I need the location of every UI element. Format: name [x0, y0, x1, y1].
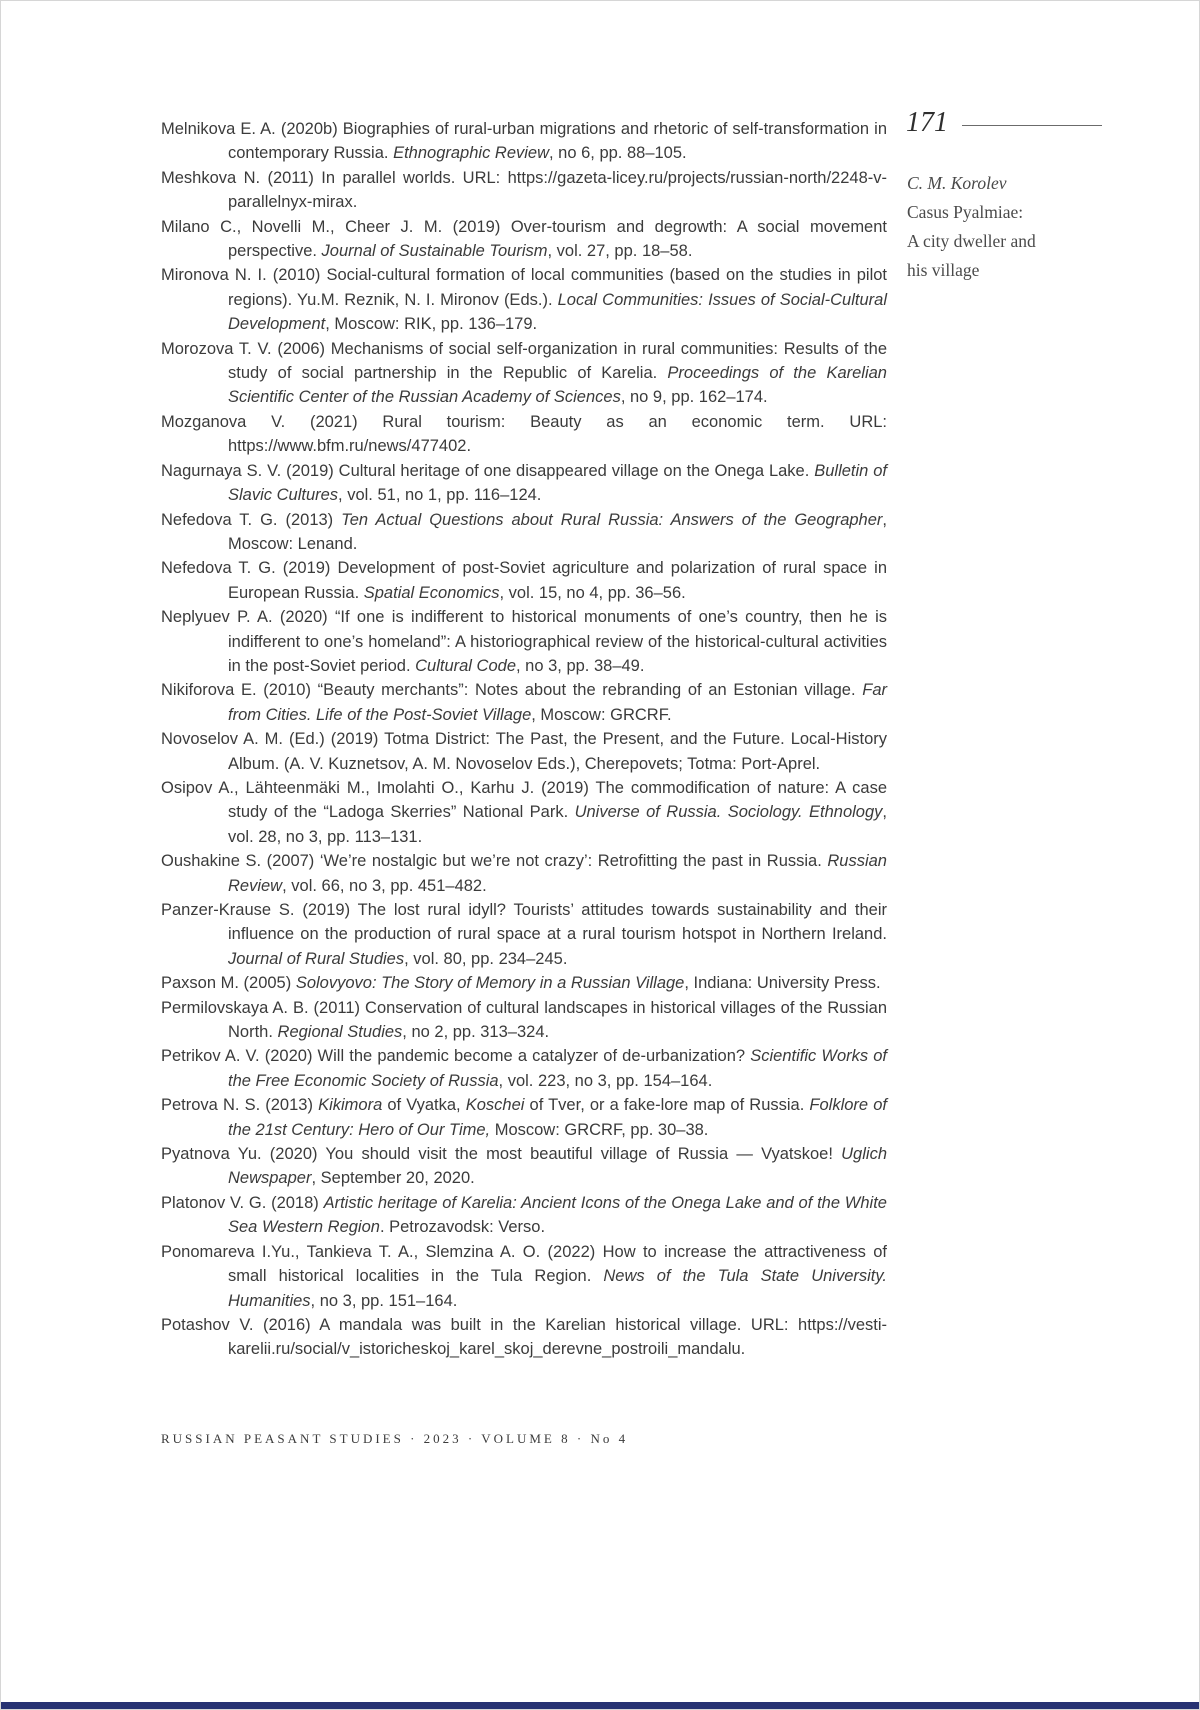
reference-list — [161, 117, 887, 1362]
reference-entry: Morozova T. V. (2006) Mechanisms of social self-organization in rural communities: Results of the study of social partnership in the Republic of Karelia. Proceedings of the Karelian Scientific Center of the Russian Academy of Sciences, no 9, pp. 162–174. — [161, 339, 887, 407]
reference-entry: Permilovskaya A. B. (2011) Conservation of cultural landscapes in historical villages of the Russian North. Regional Studies, no 2, pp. 313–324. — [161, 998, 887, 1042]
page-number: 171 — [906, 107, 948, 138]
reference-entry: Panzer-Krause S. (2019) The lost rural idyll? Tourists’ attitudes towards sustainability and their influence on the production of rural space at a rural tourism hotspot in Northern Ireland. Journal of Rural Studies, vol. 80, pp. 234–245. — [161, 901, 887, 968]
reference-entry: Oushakine S. (2007) ‘We’re nostalgic but we’re not crazy’: Retrofitting the past in Russia. Russian Review, vol. 66, no 3, pp. 451–482. — [161, 852, 887, 895]
running-head-author: C. M. Korolev — [907, 173, 1007, 193]
journal-footer: RUSSIAN PEASANT STUDIES · 2023 · VOLUME 8 · No 4 — [161, 1431, 629, 1446]
reference-entry: Petrikov A. V. (2020) Will the pandemic become a catalyzer of de-urbanization? Scientific Works of the Free Economic Society of Russia, vol. 223, no 3, pp. 154–164. — [161, 1047, 888, 1090]
reference-entry: Mozganova V. (2021) Rural tourism: Beauty as an economic term. URL: https://www.bfm.ru/news/477402. — [161, 412, 887, 456]
page-bottom-edge — [1, 1702, 1199, 1709]
reference-entry: Milano C., Novelli M., Cheer J. M. (2019) Over-tourism and degrowth: A social movement perspective. Journal of Sustainable Tourism, vol. 27, pp. 18–58. — [161, 217, 887, 261]
page-number-row — [906, 109, 1102, 137]
reference-entry: Petrova N. S. (2013) Kikimora of Vyatka, Koschei of Tver, or a fake-lore map of Russia. Folklore of the 21st Century: Hero of Our Time, Moscow: GRCRF, pp. 30–38. — [161, 1096, 887, 1139]
reference-entry: Nefedova T. G. (2013) Ten Actual Questions about Rural Russia: Answers of the Geographer, Moscow: Lenand. — [161, 510, 887, 553]
reference-entry: Nefedova T. G. (2019) Development of post-Soviet agriculture and polarization of rural space in European Russia. Spatial Economics, vol. 15, no 4, pp. 36–56. — [161, 559, 887, 602]
running-head-title-line: A city dweller and — [907, 231, 1036, 251]
reference-entry: Meshkova N. (2011) In parallel worlds. URL: https://gazeta-licey.ru/projects/russian-north/2248-v-parallelnyx-mirax. — [161, 168, 887, 212]
reference-entry: Platonov V. G. (2018) Artistic heritage of Karelia: Ancient Icons of the Onega Lake and of the White Sea Western Region. Petrozavodsk: Verso. — [161, 1193, 887, 1237]
reference-entry: Melnikova E. A. (2020b) Biographies of rural-urban migrations and rhetoric of self-transformation in contemporary Russia. Ethnographic Review, no 6, pp. 88–105. — [161, 120, 887, 163]
reference-entry: Nagurnaya S. V. (2019) Cultural heritage of one disappeared village on the Onega Lake. Bulletin of Slavic Cultures, vol. 51, no 1, pp. 116–124. — [161, 461, 887, 505]
reference-entry: Pyatnova Yu. (2020) You should visit the most beautiful village of Russia — Vyatskoe! Uglich Newspaper, September 20, 2020. — [161, 1145, 887, 1188]
header-rule — [962, 125, 1102, 126]
reference-entry: Mironova N. I. (2010) Social-cultural formation of local communities (based on the studies in pilot regions). Yu.M. Reznik, N. I. Mironov (Eds.). Local Communities: Issues of Social-Cultural Development, Moscow: RIK, pp. 136–179. — [161, 266, 887, 334]
running-head-title-line: his village — [907, 260, 980, 280]
reference-entry: Nikiforova E. (2010) “Beauty merchants”: Notes about the rebranding of an Estonian village. Far from Cities. Life of the Post-Soviet Village, Moscow: GRCRF. — [161, 681, 887, 724]
reference-entry: Neplyuev P. A. (2020) “If one is indifferent to historical monuments of one’s country, then he is indifferent to one’s homeland”: A historiographical review of the historical-cultural activities in the post-Soviet period. Cultural Code, no 3, pp. 38–49. — [161, 608, 887, 675]
running-head — [907, 169, 1117, 285]
reference-entry: Osipov A., Lähteenmäki M., Imolahti O., Karhu J. (2019) The commodification of nature: A case study of the “Ladoga Skerries” National Park. Universe of Russia. Sociology. Ethnology, vol. 28, no 3, pp. 113–131. — [161, 778, 887, 846]
reference-entry: Novoselov A. M. (Ed.) (2019) Totma District: The Past, the Present, and the Future. Local-History Album. (A. V. Kuznetsov, A. M. Novoselov Eds.), Cherepovets; Totma: Port-Aprel. — [161, 730, 887, 773]
reference-entry: Paxson M. (2005) Solovyovo: The Story of Memory in a Russian Village, Indiana: University Press. — [161, 974, 881, 993]
reference-entry: Ponomareva I.Yu., Tankieva T. A., Slemzina A. O. (2022) How to increase the attractiveness of small historical localities in the Tula Region. News of the Tula State University. Humanities, no 3, pp. 151–164. — [161, 1242, 887, 1310]
reference-entry: Potashov V. (2016) A mandala was built in the Karelian historical village. URL: https://vesti-karelii.ru/social/v_istoricheskoj_karel_skoj_derevne_postroili_mandalu. — [161, 1315, 887, 1359]
running-head-title-line: Casus Pyalmiae: — [907, 202, 1024, 222]
